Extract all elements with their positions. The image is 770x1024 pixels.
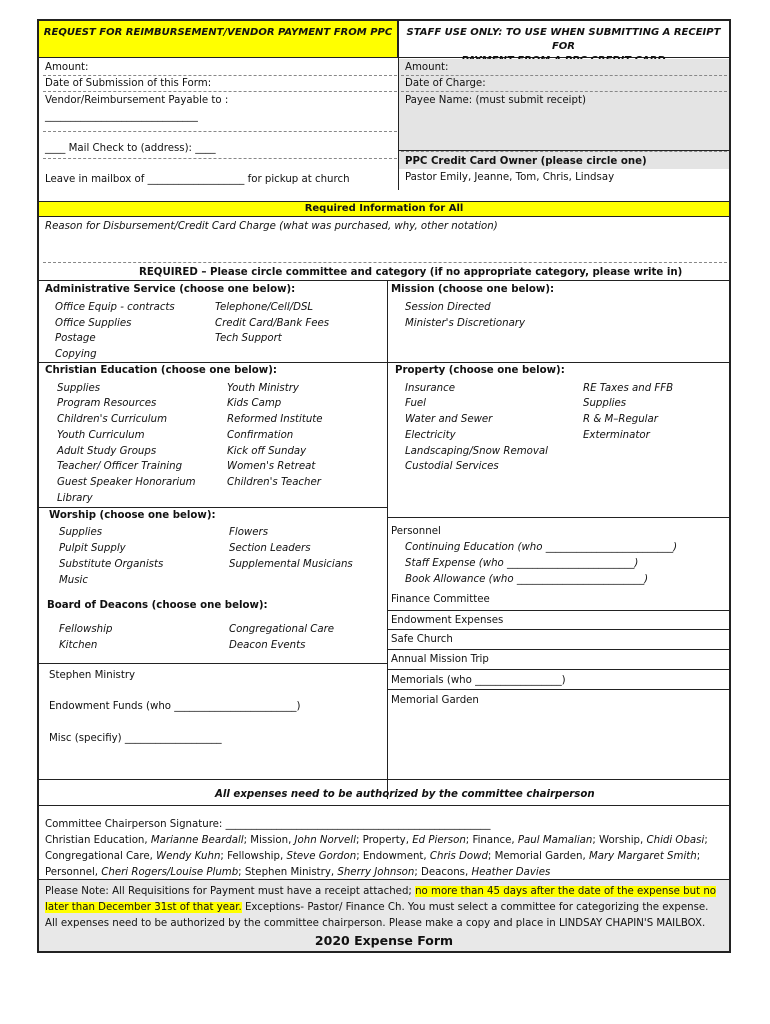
admin-item[interactable]: Office Equip - contracts bbox=[55, 302, 175, 313]
admin-item[interactable]: Credit Card/Bank Fees bbox=[215, 318, 330, 329]
property-item[interactable]: RE Taxes and FFB bbox=[583, 383, 674, 394]
date-submission-field[interactable]: Date of Submission of this Form: bbox=[45, 78, 212, 89]
property-item[interactable]: Water and Sewer bbox=[405, 414, 493, 425]
admin-item[interactable]: Tech Support bbox=[215, 333, 282, 344]
finance-committee[interactable]: Finance Committee bbox=[391, 594, 490, 605]
christian-ed-item[interactable]: Confirmation bbox=[227, 430, 294, 441]
admin-item[interactable]: Copying bbox=[55, 349, 97, 360]
committee-label: Congregational Care, bbox=[45, 851, 157, 862]
mission-item[interactable]: Minister's Discretionary bbox=[405, 318, 526, 329]
note-line-2-highlight: later than December 31st of that year. bbox=[45, 902, 242, 913]
committee-label: Christian Education, bbox=[45, 835, 151, 846]
chairpersons-line-3 bbox=[45, 866, 550, 879]
property-item[interactable]: Exterminator bbox=[583, 430, 650, 441]
endowment-funds[interactable]: Endowment Funds (who ________________________) bbox=[49, 701, 301, 712]
christian-ed-item[interactable]: Guest Speaker Honorarium bbox=[57, 477, 196, 488]
christian-ed-item[interactable]: Women's Retreat bbox=[227, 461, 316, 472]
reason-field[interactable]: Reason for Disbursement/Credit Card Charge (what was purchased, why, other notation) bbox=[45, 221, 498, 232]
required-info-band bbox=[39, 201, 729, 217]
christian-ed-item[interactable]: Youth Ministry bbox=[227, 383, 299, 394]
property-item[interactable]: Insurance bbox=[405, 383, 455, 394]
chairperson-name: Paul Mamalian bbox=[517, 835, 593, 846]
chairperson-name: Sherry Johnson bbox=[337, 867, 415, 878]
endowment-expenses[interactable]: Endowment Expenses bbox=[391, 615, 504, 626]
committee-label: ; Property, bbox=[355, 835, 413, 846]
christian-ed-item[interactable]: Kids Camp bbox=[227, 398, 282, 409]
personnel-item[interactable]: Continuing Education (who _________________________) bbox=[405, 542, 678, 553]
property-item[interactable]: Custodial Services bbox=[405, 461, 499, 472]
note-line-3: All expenses need to be authorized by the committee chairperson. Please make a copy and place in LINDSAY CHAPIN'S MAILBOX. bbox=[45, 918, 706, 929]
committee-label: ; Endowment, bbox=[356, 851, 430, 862]
personnel-title: Personnel bbox=[391, 526, 441, 537]
committee-label: ; Deacons, bbox=[414, 867, 472, 878]
christian-ed-item[interactable]: Children's Curriculum bbox=[57, 414, 168, 425]
chairperson-name: Steve Gordon bbox=[286, 851, 357, 862]
christian-ed-item[interactable]: Supplies bbox=[57, 383, 101, 394]
committee-label: ; Worship, bbox=[592, 835, 647, 846]
safe-church[interactable]: Safe Church bbox=[391, 634, 453, 645]
committee-label: Personnel, bbox=[45, 867, 102, 878]
mission-item[interactable]: Session Directed bbox=[405, 302, 491, 313]
christian-ed-item[interactable]: Kick off Sunday bbox=[227, 446, 307, 457]
admin-title: Administrative Service (choose one below): bbox=[45, 284, 296, 295]
worship-item[interactable]: Supplies bbox=[59, 527, 103, 538]
staff-amount-field[interactable]: Amount: bbox=[405, 62, 449, 73]
deacons-item[interactable]: Congregational Care bbox=[229, 624, 335, 635]
required-category-line: REQUIRED – Please circle committee and category (if no appropriate category, please write in) bbox=[139, 267, 683, 278]
note-line-2 bbox=[45, 901, 708, 914]
worship-item[interactable]: Substitute Organists bbox=[59, 559, 164, 570]
worship-title: Worship (choose one below): bbox=[49, 510, 216, 521]
committee-label: ; bbox=[696, 851, 701, 862]
worship-item[interactable]: Music bbox=[59, 575, 88, 586]
property-item[interactable]: R & M–Regular bbox=[583, 414, 658, 425]
personnel-item[interactable]: Book Allowance (who _________________________) bbox=[405, 574, 649, 585]
chairperson-name: Chidi Obasi bbox=[646, 835, 705, 846]
deacons-item[interactable]: Kitchen bbox=[59, 640, 98, 651]
note-line-1-plain: Please Note: All Requisitions for Payment must have a receipt attached; bbox=[45, 886, 416, 897]
authorization-note: All expenses need to be authorized by the committee chairperson bbox=[215, 789, 595, 800]
memorials[interactable]: Memorials (who _________________) bbox=[391, 675, 566, 686]
note-line-1 bbox=[45, 885, 716, 898]
left-header-title: REQUEST FOR REIMBURSEMENT/VENDOR PAYMENT FROM PPC bbox=[43, 27, 393, 38]
christian-ed-item[interactable]: Youth Curriculum bbox=[57, 430, 145, 441]
memorial-garden[interactable]: Memorial Garden bbox=[391, 695, 479, 706]
christian-ed-item[interactable]: Teacher/ Officer Training bbox=[57, 461, 183, 472]
property-item[interactable]: Landscaping/Snow Removal bbox=[405, 446, 548, 457]
date-charge-field[interactable]: Date of Charge: bbox=[405, 78, 486, 89]
stephen-ministry[interactable]: Stephen Ministry bbox=[49, 670, 136, 681]
chairpersons-line-1 bbox=[45, 834, 708, 847]
expense-form bbox=[37, 19, 731, 953]
chairperson-name: Ed Pierson bbox=[412, 835, 466, 846]
payable-to-field[interactable]: Vendor/Reimbursement Payable to : bbox=[45, 95, 229, 106]
admin-item[interactable]: Telephone/Cell/DSL bbox=[215, 302, 314, 313]
worship-item[interactable]: Flowers bbox=[229, 527, 269, 538]
deacons-item[interactable]: Deacon Events bbox=[229, 640, 306, 651]
card-owner-names[interactable]: Pastor Emily, Jeanne, Tom, Chris, Lindsay bbox=[405, 172, 615, 183]
christian-ed-item[interactable]: Library bbox=[57, 493, 93, 504]
card-owner-label: PPC Credit Card Owner (please circle one) bbox=[405, 156, 647, 167]
chairperson-name: Cheri Rogers/Louise Plumb bbox=[101, 867, 239, 878]
worship-item[interactable]: Supplemental Musicians bbox=[229, 559, 353, 570]
chairperson-name: Chris Dowd bbox=[429, 851, 488, 862]
mail-check-field[interactable]: ____ Mail Check to (address): ____ bbox=[45, 143, 216, 154]
misc-field[interactable]: Misc (specifiy) ___________________ bbox=[49, 733, 222, 744]
note-line-2-plain: Exceptions- Pastor/ Finance Ch. You must select a committee for categorizing the expense. bbox=[241, 902, 709, 913]
christian-ed-item[interactable]: Program Resources bbox=[57, 398, 157, 409]
chairperson-signature[interactable]: Committee Chairperson Signature: ____________________________________________________ bbox=[45, 819, 491, 830]
required-info-title: Required Information for All bbox=[304, 203, 464, 214]
note-line-1-highlight: no more than 45 days after the date of the expense but no bbox=[415, 886, 717, 897]
admin-item[interactable]: Postage bbox=[55, 333, 96, 344]
payee-field[interactable]: Payee Name: (must submit receipt) bbox=[405, 95, 586, 106]
amount-field[interactable]: Amount: bbox=[45, 62, 89, 73]
property-title: Property (choose one below): bbox=[395, 365, 565, 376]
payable-to-line[interactable]: ______________________________ bbox=[45, 111, 198, 122]
left-header bbox=[39, 21, 398, 58]
chairperson-name: Marianne Beardall bbox=[150, 835, 244, 846]
chairpersons-line-2 bbox=[45, 850, 700, 863]
property-item[interactable]: Electricity bbox=[405, 430, 456, 441]
chairperson-name: Wendy Kuhn bbox=[156, 851, 221, 862]
chairperson-name: Heather Davies bbox=[471, 867, 551, 878]
chairperson-name: Mary Margaret Smith bbox=[588, 851, 697, 862]
mailbox-field[interactable]: Leave in mailbox of ___________________ for pickup at church bbox=[45, 174, 350, 185]
personnel-item[interactable]: Staff Expense (who _________________________) bbox=[405, 558, 639, 569]
mission-title: Mission (choose one below): bbox=[391, 284, 555, 295]
deacons-item[interactable]: Fellowship bbox=[59, 624, 113, 635]
annual-mission-trip[interactable]: Annual Mission Trip bbox=[391, 654, 489, 665]
bottom-note bbox=[39, 879, 729, 951]
committee-label: ; Finance, bbox=[465, 835, 518, 846]
committee-label: ; Stephen Ministry, bbox=[238, 867, 338, 878]
committee-label: ; Mission, bbox=[243, 835, 295, 846]
christian-ed-item[interactable]: Adult Study Groups bbox=[57, 446, 157, 457]
form-title: 2020 Expense Form bbox=[314, 933, 454, 948]
committee-label: ; Memorial Garden, bbox=[487, 851, 589, 862]
property-item[interactable]: Fuel bbox=[405, 398, 427, 409]
committee-label: ; Fellowship, bbox=[220, 851, 287, 862]
christian-ed-item[interactable]: Children's Teacher bbox=[227, 477, 321, 488]
right-header-title-1: STAFF USE ONLY: TO USE WHEN SUBMITTING A RECEIPT FOR bbox=[406, 27, 721, 52]
chairperson-name: John Norvell bbox=[294, 835, 356, 846]
committee-label: ; bbox=[704, 835, 708, 846]
deacons-title: Board of Deacons (choose one below): bbox=[47, 600, 268, 611]
christian-ed-title: Christian Education (choose one below): bbox=[45, 365, 277, 376]
worship-item[interactable]: Section Leaders bbox=[229, 543, 311, 554]
christian-ed-item[interactable]: Reformed Institute bbox=[227, 414, 323, 425]
admin-item[interactable]: Office Supplies bbox=[55, 318, 132, 329]
property-item[interactable]: Supplies bbox=[583, 398, 627, 409]
worship-item[interactable]: Pulpit Supply bbox=[59, 543, 126, 554]
right-header bbox=[398, 21, 729, 58]
